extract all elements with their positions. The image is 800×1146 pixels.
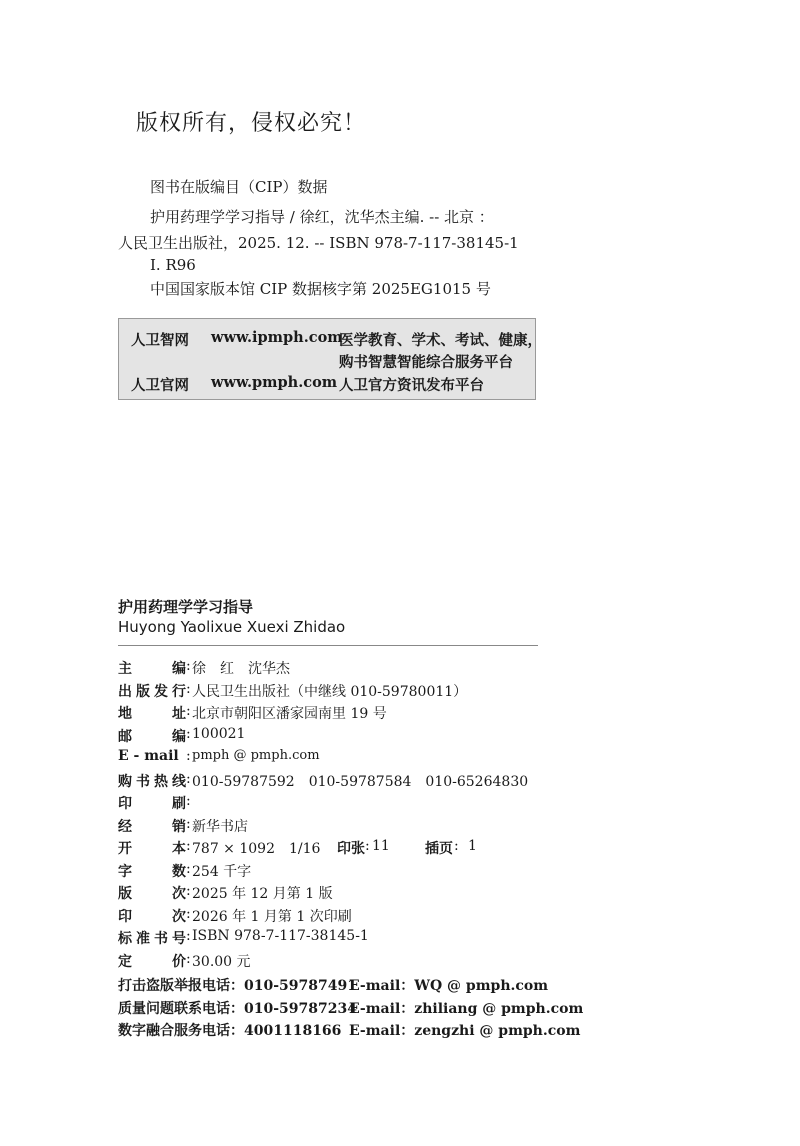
info-label: E - mail <box>118 748 179 764</box>
info-value: 2026 年 1 月第 1 次印刷 <box>192 909 352 925</box>
divider-rule <box>118 645 538 646</box>
info-value: 新华书店 <box>192 819 248 835</box>
promo-box <box>118 318 542 400</box>
info-label: 字数 <box>118 864 186 880</box>
info-label: 标准书号 <box>118 931 186 947</box>
info-value: 2025 年 12 月第 1 版 <box>192 886 333 902</box>
book-title-chinese: 护用药理学学习指导 <box>118 598 254 616</box>
sheets-label: 印张 <box>337 841 365 857</box>
cip-line-1: 护用药理学学习指导 / 徐红，沈华杰主编. -- 北京 ： <box>150 208 494 226</box>
cip-line-3: Ⅰ. R96 <box>150 256 196 274</box>
contact-email[interactable]: E-mail：zhiliang @ pmph.com <box>349 1001 584 1017</box>
contact-phone: 数字融合服务电话：4001118166 <box>118 1023 342 1039</box>
info-label: 邮编 <box>118 729 186 745</box>
promo-ipmph-name: 人卫智网 <box>131 332 189 349</box>
contact-phone: 质量问题联系电话：010-59787234 <box>118 1001 357 1017</box>
info-label: 版次 <box>118 886 186 902</box>
cip-heading: 图书在版编目（CIP）数据 <box>150 178 328 196</box>
info-label: 主编 <box>118 661 186 677</box>
promo-pmph-link[interactable]: www.pmph.com <box>211 374 338 391</box>
info-value: 30.00 元 <box>192 954 251 970</box>
contact-phone: 打击盗版举报电话：010-59787491 <box>118 978 357 994</box>
contact-line-quality <box>118 998 584 1018</box>
promo-ipmph-desc: 医学教育、学术、考试、健康， <box>339 332 542 349</box>
contact-line-piracy <box>118 975 549 995</box>
info-value: 787 × 1092 1/16 印张 : 11 插页 : 1 <box>192 838 477 857</box>
promo-pmph-desc: 人卫官方资讯发布平台 <box>339 377 484 394</box>
info-label: 地址 <box>118 706 186 722</box>
book-title-pinyin: Huyong Yaolixue Xuexi Zhidao <box>118 618 346 636</box>
info-label: 印刷 <box>118 796 186 812</box>
info-value: 254 千字 <box>192 864 252 880</box>
contact-email[interactable]: E-mail：WQ @ pmph.com <box>349 978 549 994</box>
sheets-value: 11 <box>372 838 390 854</box>
info-value: 北京市朝阳区潘家园南里 19 号 <box>192 706 387 722</box>
contact-email[interactable]: E-mail：zengzhi @ pmph.com <box>349 1023 581 1039</box>
cip-line-4: 中国国家版本馆 CIP 数据核字第 2025EG1015 号 <box>150 280 491 298</box>
info-label: 经销 <box>118 819 186 835</box>
info-value: 人民卫生出版社（中继线 010-59780011） <box>192 684 468 700</box>
info-label: 印次 <box>118 909 186 925</box>
inserts-value: 1 <box>468 838 477 854</box>
info-value-email[interactable]: pmph @ pmph.com <box>192 748 320 763</box>
promo-pmph-name: 人卫官网 <box>131 377 189 394</box>
format-size: 787 × 1092 1/16 <box>192 841 321 857</box>
inserts-label: 插页 <box>425 841 453 857</box>
info-label: 出版发行 <box>118 684 186 700</box>
info-value: 010-59787592 010-59787584 010-65264830 <box>192 774 529 790</box>
info-value: ISBN 978-7-117-38145-1 <box>192 928 369 944</box>
info-label: 定价 <box>118 954 186 970</box>
info-label: 开本 <box>118 841 186 857</box>
promo-ipmph-link[interactable]: www.ipmph.com <box>211 329 343 346</box>
copyright-notice: 版权所有，侵权必究！ <box>136 111 367 136</box>
info-label: 购书热线 <box>118 774 186 790</box>
cip-line-2: 人民卫生出版社，2025. 12. -- ISBN 978-7-117-38145-1 <box>118 234 519 252</box>
promo-ipmph-desc-2: 购书智慧智能综合服务平台 <box>339 354 513 371</box>
info-value: 徐 红 沈华杰 <box>192 661 290 677</box>
contact-line-digital <box>118 1020 581 1040</box>
info-value: 100021 <box>192 726 246 742</box>
